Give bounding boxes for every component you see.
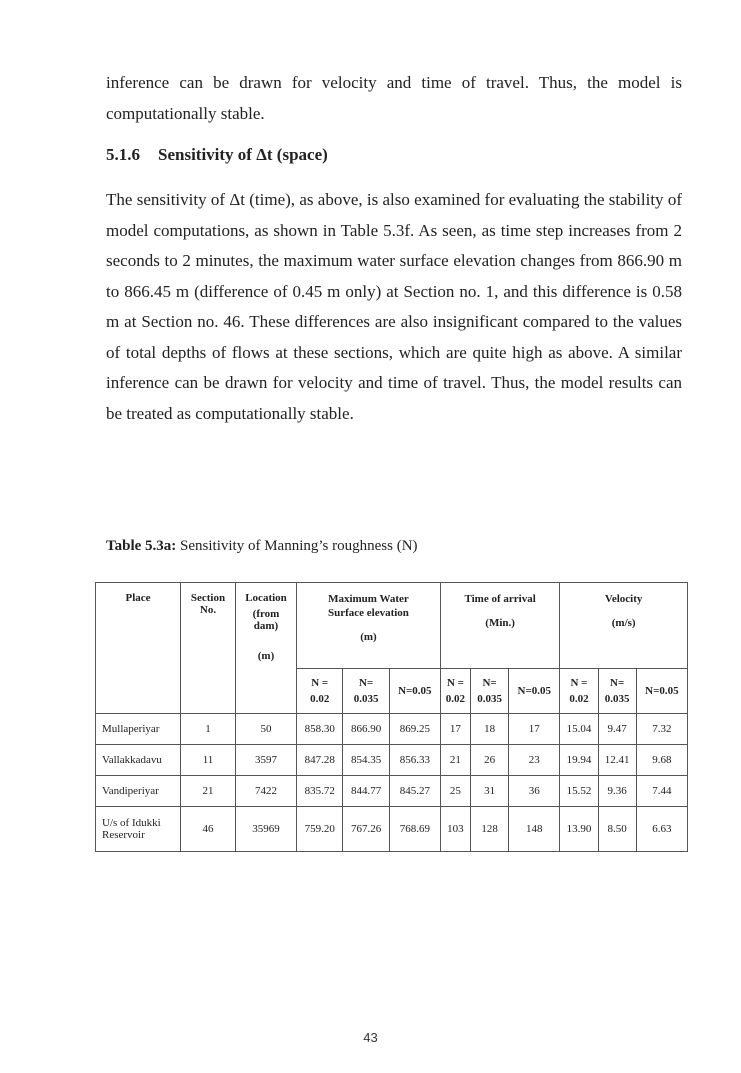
cell-place: Mullaperiyar [96,714,181,745]
table-row [96,714,688,745]
subheader-t-n1: N = 0.02 [440,669,470,714]
header-section: Section No. [181,583,236,714]
subheader-ws-n3: N=0.05 [389,669,440,714]
table-row [96,807,688,852]
table-caption-label: Table 5.3a: [106,538,177,554]
cell-location: 50 [236,714,297,745]
sensitivity-table [95,582,688,852]
cell-ws-n3: 768.69 [389,807,440,852]
cell-ws-n1: 835.72 [297,776,343,807]
page-number: 43 [363,1030,378,1045]
cell-ws-n2: 866.90 [343,714,389,745]
cell-vel-n3: 6.63 [636,807,687,852]
section-heading [106,145,328,165]
cell-section: 1 [181,714,236,745]
cell-time-n2: 31 [470,776,508,807]
cell-place: Vandiperiyar [96,776,181,807]
table-row [96,776,688,807]
cell-vel-n3: 7.44 [636,776,687,807]
subheader-ws-n2: N= 0.035 [343,669,389,714]
cell-time-n3: 36 [509,776,560,807]
subheader-ws-n1: N = 0.02 [297,669,343,714]
cell-time-n3: 17 [509,714,560,745]
cell-vel-n1: 13.90 [560,807,598,852]
cell-vel-n3: 9.68 [636,745,687,776]
cell-location: 35969 [236,807,297,852]
cell-ws-n1: 847.28 [297,745,343,776]
cell-ws-n1: 759.20 [297,807,343,852]
subheader-v-n2: N= 0.035 [598,669,636,714]
cell-time-n2: 128 [470,807,508,852]
cell-time-n3: 148 [509,807,560,852]
table-row [96,745,688,776]
cell-ws-n2: 767.26 [343,807,389,852]
cell-time-n1: 25 [440,776,470,807]
cell-time-n1: 17 [440,714,470,745]
cell-vel-n1: 15.52 [560,776,598,807]
cell-time-n1: 103 [440,807,470,852]
cell-vel-n2: 12.41 [598,745,636,776]
paragraph-body: The sensitivity of Δt (time), as above, is also examined for evaluating the stability of model computations, as shown in Table 5.3f. As seen, as time step increases from 2 seconds to 2 minutes, the maximum water surface elevation changes from 866.90 m to 866.45 m (difference of 0.45 m only) at Section no. 1, and this difference is 0.58 m at Section no. 46. These differences are also insignificant compared to the values of total depths of flows at these sections, which are quite high as above. A similar inference can be drawn for velocity and time of travel. Thus, the model results can be treated as computationally stable. [106,190,682,423]
subheader-v-n3: N=0.05 [636,669,687,714]
paragraph-intro: inference can be drawn for velocity and time of travel. Thus, the model is computationally stable. [106,73,682,123]
cell-ws-n3: 856.33 [389,745,440,776]
cell-time-n2: 18 [470,714,508,745]
header-time-of-arrival: Time of arrival (Min.) [440,583,559,669]
cell-place: Vallakkadavu [96,745,181,776]
section-number: 5.1.6 [106,145,140,164]
cell-place: U/s of Idukki Reservoir [96,807,181,852]
cell-vel-n1: 19.94 [560,745,598,776]
cell-location: 3597 [236,745,297,776]
header-max-water-surface: Maximum Water Surface elevation (m) [297,583,441,669]
cell-vel-n2: 9.47 [598,714,636,745]
table-caption-text: Sensitivity of Manning’s roughness (N) [176,538,418,554]
cell-section: 21 [181,776,236,807]
subheader-v-n1: N = 0.02 [560,669,598,714]
cell-time-n2: 26 [470,745,508,776]
cell-vel-n2: 8.50 [598,807,636,852]
cell-time-n3: 23 [509,745,560,776]
header-velocity: Velocity (m/s) [560,583,688,669]
cell-ws-n3: 869.25 [389,714,440,745]
cell-ws-n2: 854.35 [343,745,389,776]
cell-vel-n2: 9.36 [598,776,636,807]
cell-ws-n3: 845.27 [389,776,440,807]
header-location: Location (from dam) (m) [236,583,297,714]
cell-ws-n1: 858.30 [297,714,343,745]
header-place: Place [96,583,181,714]
cell-vel-n1: 15.04 [560,714,598,745]
subheader-t-n3: N=0.05 [509,669,560,714]
table-caption [106,538,418,555]
section-title: Sensitivity of Δt (space) [158,145,328,164]
cell-location: 7422 [236,776,297,807]
subheader-t-n2: N= 0.035 [470,669,508,714]
cell-vel-n3: 7.32 [636,714,687,745]
cell-section: 11 [181,745,236,776]
cell-ws-n2: 844.77 [343,776,389,807]
cell-time-n1: 21 [440,745,470,776]
cell-section: 46 [181,807,236,852]
